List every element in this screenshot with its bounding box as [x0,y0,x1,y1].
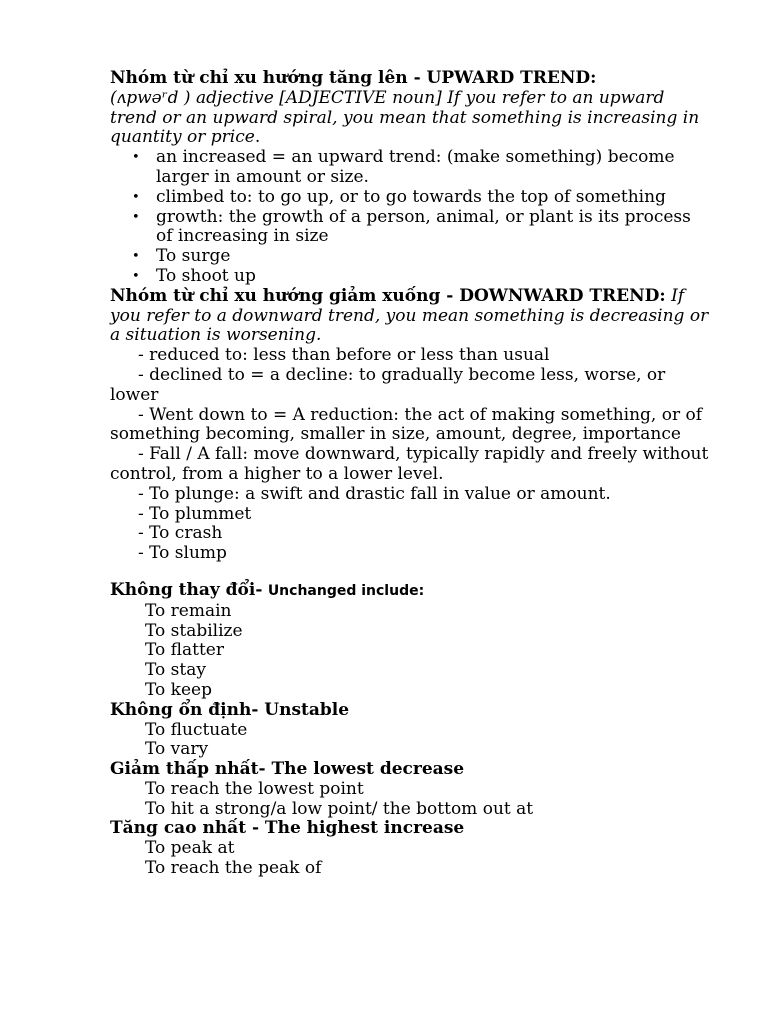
unstable-heading: Không ổn định- Unstable [110,699,350,720]
list-item: • growth: the growth of a person, animal, or plant is its process of increasing in size [156,208,710,248]
unchanged-heading: Không thay đổi- [110,579,263,600]
unchanged-note: Unchanged include: [267,582,425,599]
upward-heading: Nhóm từ chỉ xu hướng tăng lên - UPWARD TREND: [110,68,597,88]
list-item: - To plummet [138,503,252,524]
list-item: - Went down to = A reduction: the act of making something, or of something becoming, smaller in size, amount, degree, importance [110,404,703,445]
unchanged-heading-line [110,581,710,602]
list-item: • an increased = an upward trend: (make something) become larger in amount or size. [156,148,710,188]
highest-section [110,819,710,878]
list-item: To reach the lowest point [145,778,364,799]
list-item: - To slump [138,543,227,564]
highest-heading: Tăng cao nhất - The highest increase [110,818,465,839]
list-item: • climbed to: to go up, or to go towards the top of something [156,188,710,208]
lowest-heading: Giảm thấp nhất- The lowest decrease [110,759,465,780]
list-item: To stay [145,660,206,681]
lowest-section [110,760,710,819]
downward-heading: Nhóm từ chỉ xu hướng giảm xuống - DOWNWARD TREND: [110,285,666,306]
unchanged-section [110,581,710,701]
upward-definition-text: (ʌpwəʳd ) adjective [ADJECTIVE noun] If you refer to an upward trend or an upward spiral, you mean that something is increasing in quantity or price [110,87,700,148]
upward-section [110,69,710,287]
list-item: • To shoot up [156,267,710,287]
upward-definition [110,89,710,148]
list-item: - declined to = a decline: to gradually become less, worse, or lower [110,364,666,405]
list-item: To remain [145,600,232,621]
spacer [110,564,710,581]
list-item: - Fall / A fall: move downward, typically rapidly and freely without control, from a higher to a lower level. [110,444,709,484]
upward-definition-end: . [254,127,261,148]
list-item: - To crash [138,523,223,544]
list-item: - To plunge: a swift and drastic fall in value or amount. [138,483,611,504]
list-item: To keep [145,679,212,700]
list-item: To flatter [145,640,224,661]
upward-list [110,148,710,287]
list-item: To reach the peak of [145,858,322,879]
list-item: To hit a strong/a low point/ the bottom out at [145,798,534,819]
list-item: To fluctuate [145,719,248,740]
downward-definition: If you refer to a downward trend, you mean something is decreasing or a situation is worsening. [110,285,709,346]
downward-section [110,287,710,564]
unstable-section [110,701,710,760]
downward-heading-line [110,287,710,346]
list-item: To vary [145,739,209,760]
document-page [110,69,710,879]
list-item: • To surge [156,247,710,267]
list-item: To stabilize [145,620,243,641]
list-item: - reduced to: less than before or less than usual [138,345,550,366]
list-item: To peak at [145,838,235,859]
